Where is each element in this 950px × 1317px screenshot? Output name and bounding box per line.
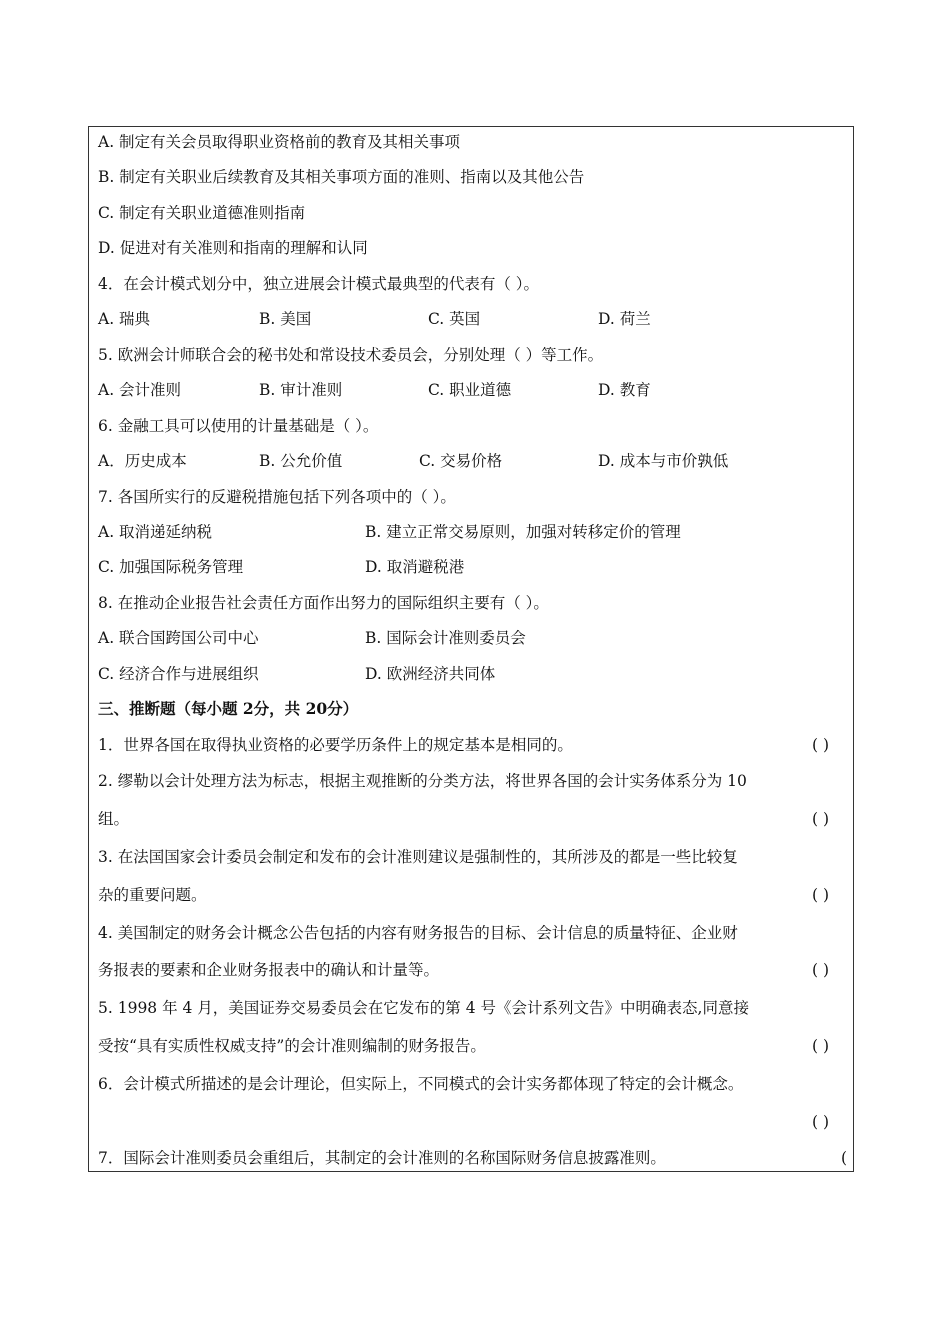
- q5-option-b: B. 审计准则: [259, 381, 343, 399]
- section-heading: 三、推断题（每小题 2分，共 20分）: [98, 699, 359, 718]
- judge-item-7: 7．国际会计准则委员会重组后，其制定的会计准则的名称国际财务信息披露准则。: [98, 1149, 666, 1167]
- q8-option-d: D. 欧洲经济共同体: [365, 665, 496, 683]
- answer-paren: ( ): [811, 961, 829, 979]
- q5-option-d: D. 教育: [598, 381, 651, 399]
- q4-option-c: C. 英国: [428, 310, 481, 328]
- judge-item-2-cont: 组。: [98, 810, 130, 828]
- answer-paren: ( ): [811, 736, 829, 754]
- q7-option-a: A. 取消递延纳税: [98, 523, 213, 541]
- q4-option-b: B. 美国: [259, 310, 312, 328]
- judge-item-5-cont: 受按“具有实质性权威支持”的会计准则编制的财务报告。: [98, 1037, 486, 1055]
- q4-stem: 4．在会计模式划分中，独立进展会计模式最典型的代表有（ ）。: [98, 275, 540, 293]
- question-box: [88, 126, 854, 1172]
- option-c: C. 制定有关职业道德准则指南: [98, 204, 306, 222]
- q7-option-d: D. 取消避税港: [365, 558, 465, 576]
- judge-item-1: 1．世界各国在取得执业资格的必要学历条件上的规定基本是相同的。: [98, 736, 573, 754]
- judge-item-3-cont: 杂的重要问题。: [98, 886, 207, 904]
- judge-item-4-cont: 务报表的要素和企业财务报表中的确认和计量等。: [98, 961, 440, 979]
- q6-option-a: A．历史成本: [98, 452, 187, 470]
- q8-option-a: A. 联合国跨国公司中心: [98, 629, 259, 647]
- judge-item-6: 6．会计模式所描述的是会计理论，但实际上，不同模式的会计实务都体现了特定的会计概念。: [98, 1075, 744, 1093]
- q8-option-c: C. 经济合作与进展组织: [98, 665, 259, 683]
- q7-option-b: B. 建立正常交易原则，加强对转移定价的管理: [365, 523, 681, 541]
- judge-item-2: 2. 缪勒以会计处理方法为标志，根据主观推断的分类方法，将世界各国的会计实务体系分为 10: [98, 772, 747, 790]
- answer-paren: ( ): [811, 810, 829, 828]
- option-b: B. 制定有关职业后续教育及其相关事项方面的准则、指南以及其他公告: [98, 168, 585, 186]
- q7-option-c: C. 加强国际税务管理: [98, 558, 244, 576]
- q4-option-a: A. 瑞典: [98, 310, 151, 328]
- answer-paren-partial: (: [840, 1149, 847, 1167]
- q6-stem: 6. 金融工具可以使用的计量基础是（ ）。: [98, 417, 379, 435]
- q8-option-b: B. 国际会计准则委员会: [365, 629, 526, 647]
- q6-option-c: C. 交易价格: [419, 452, 503, 470]
- q8-stem: 8. 在推动企业报告社会责任方面作出努力的国际组织主要有（ ）。: [98, 594, 549, 612]
- q4-option-d: D. 荷兰: [598, 310, 651, 328]
- answer-paren: ( ): [811, 1113, 829, 1131]
- q7-stem: 7. 各国所实行的反避税措施包括下列各项中的（ ）。: [98, 488, 456, 506]
- option-d: D. 促进对有关准则和指南的理解和认同: [98, 239, 368, 257]
- answer-paren: ( ): [811, 1037, 829, 1055]
- answer-paren: ( ): [811, 886, 829, 904]
- judge-item-5: 5. 1998 年 4 月，美国证券交易委员会在它发布的第 4 号《会计系列文告》中明确表态,同意接: [98, 999, 749, 1017]
- q6-option-b: B. 公允价值: [259, 452, 343, 470]
- q6-option-d: D. 成本与市价孰低: [598, 452, 729, 470]
- judge-item-4: 4. 美国制定的财务会计概念公告包括的内容有财务报告的目标、会计信息的质量特征、企业财: [98, 924, 738, 942]
- q5-option-c: C. 职业道德: [428, 381, 512, 399]
- q5-stem: 5. 欧洲会计师联合会的秘书处和常设技术委员会，分别处理（ ）等工作。: [98, 346, 604, 364]
- option-a: A. 制定有关会员取得职业资格前的教育及其相关事项: [98, 133, 461, 151]
- q5-option-a: A. 会计准则: [98, 381, 182, 399]
- judge-item-3: 3. 在法国国家会计委员会制定和发布的会计准则建议是强制性的，其所涉及的都是一些比较复: [98, 848, 738, 866]
